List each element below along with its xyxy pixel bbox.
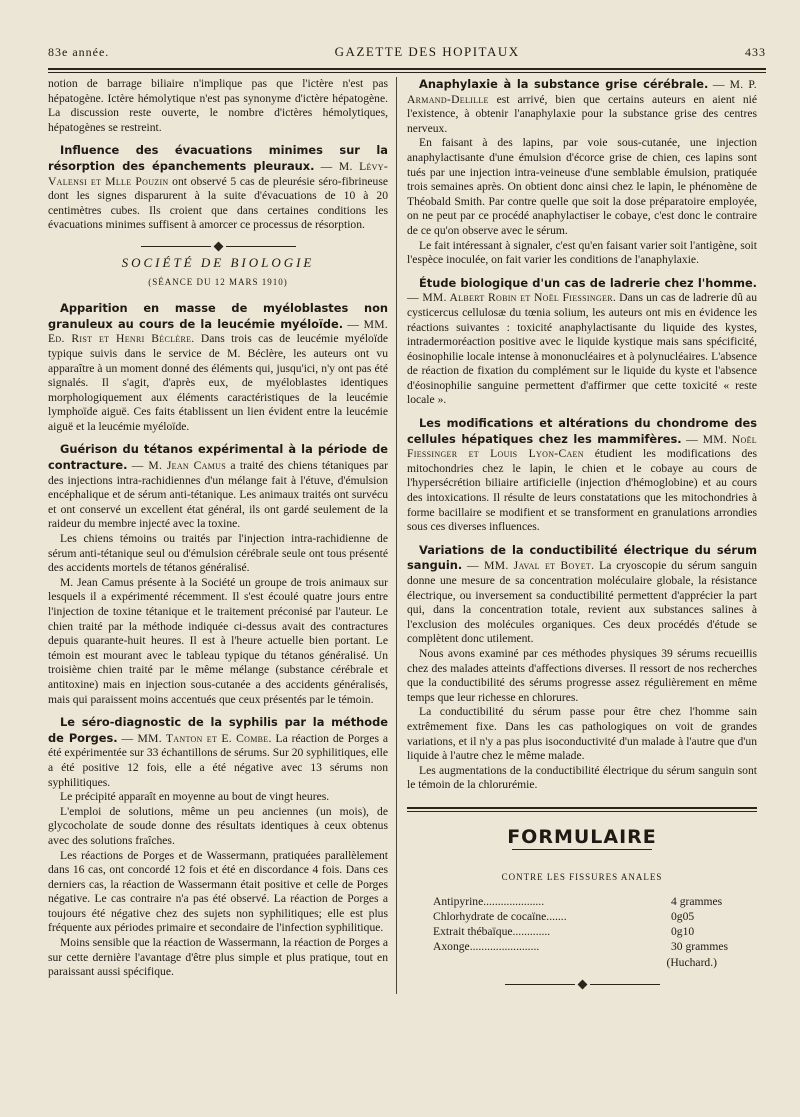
article-text: La réaction de Porges a été expérimentée sur 33 échantillons de sérums. Sur 20 syphilitiques, elle a été positive 12 fois, elle a été négative avec 13 sérums non syphilitiques. bbox=[48, 731, 389, 789]
prescription-item bbox=[433, 924, 747, 939]
article-author: — MM. Tanton et E. Combe. bbox=[121, 731, 272, 745]
columns bbox=[48, 77, 766, 994]
article-text: ont observé 5 cas de pleurésie séro-fibrineuse dont les signes disparurent à la suite d'évacuations de 10 à 20 centimètres cubes. Ils croient que dans certaines conditions les évacuations minimes suffisent à amorcer ce processus de résorption. bbox=[48, 174, 388, 232]
prescription-item bbox=[433, 909, 747, 924]
paragraph: Moins sensible que la réaction de Wassermann, la réaction de Porges a sur cette dernière l'avantage d'être plus simple et plus pratique, tout en paraissant aussi spécifique. bbox=[48, 936, 388, 979]
paragraph: Les chiens témoins ou traités par l'injection intra-rachidienne de sérum anti-tétanique seul ou d'émulsion cérébrale seule ont tous présenté des accidents mortels de tétanos généralisé. bbox=[48, 532, 388, 575]
ingredient-qty: 0g05 bbox=[671, 910, 695, 924]
ingredient-qty: 30 grammes bbox=[671, 940, 728, 954]
article-author: — M. Jean Camus bbox=[131, 459, 226, 473]
article-author: — MM. Albert Robin et Noël Fiessinger. bbox=[407, 291, 617, 305]
article-title: Étude biologique d'un cas de ladrerie chez l'homme. bbox=[419, 275, 757, 290]
ornament-divider bbox=[407, 981, 757, 988]
ingredient-qty: 4 grammes bbox=[671, 895, 723, 909]
formulaire-subtitle: CONTRE LES FISSURES ANALES bbox=[501, 871, 663, 882]
article-text: Dans trois cas de leucémie myéloïde typique suivis dans le service de M. Béclère, les auteurs ont vu apparaître à un moment donné des éléments qui, jusqu'ici, n'y ont pas été signalés. Il s'agit, d'après eux, de myéloblastes identiques morphologiquement aux éléments caractéristiques de la leucémie lymphoïde aiguë. Ces faits établissent un lien évident entre la leucémie aiguë et la leucémie myéloïde. bbox=[48, 332, 389, 433]
page-number: 433 bbox=[744, 45, 766, 59]
paragraph: notion de barrage biliaire n'implique pas que l'ictère n'est pas hépatogène. Ictère hémolytique n'est pas synonyme d'ictère hépatogène. La discussion reste ouverte, le nombre d'ictères hémolytiques, hépatogènes se restreint. bbox=[48, 77, 388, 134]
article-title: Anaphylaxie à la substance grise cérébrale. bbox=[419, 77, 709, 91]
article-title: Les modifications et altérations du chondrome des cellules hépatiques chez les mammifères. bbox=[407, 416, 757, 446]
article-text: Dans un cas de ladrerie dû au cysticercus cellulosæ du tœnia solium, les auteurs ont mis en évidence les réactions suivantes : toxicité anaphylactisante du liquide des kystes, intradermoréaction positive avec le liquide kystique mais sans spécificité, éosinophilie locale intense à mononucléaires et à polynucléaires. L'absence de réaction de fixation du complément sur le liquide du kyste et l'absence d'éosinophilie sanguine permettent d'affirmer que cette toxicité « reste locale ». bbox=[407, 291, 757, 407]
paragraph: Nous avons examiné par ces méthodes physiques 39 sérums recueillis chez des malades atteints d'affections diverses. Il ressort de nos recherches que la conductibilité des sérums progresse assez régulièrement en même temps que leur richesse en chlorures. bbox=[407, 646, 757, 704]
journal-title: GAZETTE DES HOPITAUX bbox=[334, 44, 520, 59]
header-volume: 83e année. bbox=[48, 45, 110, 59]
paragraph: Les réactions de Porges et de Wassermann, pratiquées parallèlement dans 16 cas, ont concordé 12 fois et été en discordance 4 fois. Dans ces derniers cas, la réaction de Wassermann était positive et celle de Porges négative. Le cas contraire n'a pas été observé. La réaction de Porges a toujours été négative chez des sujets non syphilitiques; elle est plus fréquente aux périodes primaire et secondaire de l'infection syphilitique. bbox=[48, 848, 388, 935]
section-title: SOCIÉTÉ DE BIOLOGIE bbox=[121, 254, 315, 270]
ornament-divider bbox=[48, 243, 388, 250]
paragraph: Le fait intéressant à signaler, c'est qu'en faisant varier soit l'antigène, soit l'espèce inoculée, on fait varier les conditions de l'anaphylaxie. bbox=[407, 238, 757, 267]
article-text: La cryoscopie du sérum sanguin donne une mesure de sa concentration moléculaire globale, la résistance électrique, ou inversement sa conductibilité permettent d'apprécier la part qui, dans la concentration totale, revient aux substances salines à l'exclusion des molécules organiques. Ces deux procédés d'étude se complètent donc utilement. bbox=[407, 559, 757, 646]
formulaire-title: FORMULAIRE bbox=[507, 825, 657, 848]
article-author: — MM. Ed. Rist et Henri Béclère. bbox=[48, 317, 389, 346]
right-column bbox=[396, 77, 757, 994]
page-header bbox=[48, 44, 766, 62]
header-rule bbox=[48, 68, 766, 73]
article-myeloblastes bbox=[48, 301, 388, 434]
prescription-list bbox=[407, 894, 757, 954]
article-conductibilite bbox=[407, 543, 757, 793]
prescription-source: (Huchard.) bbox=[666, 956, 717, 970]
paragraph: M. Jean Camus présente à la Société un groupe de trois animaux sur lesquels il a expérimenté récemment. Il s'est écoulé quatre jours entre l'injection de toxine tétanique et le traitement préconisé par l'auteur. Le chien traité par la méthode indiquée ci-dessus avait des contractures depuis quarante-huit heures. Il est à l'heure actuelle bien portant. Le témoin est mourant avec le tableau typique du tétanos généralisé. Un troisième chien traité par le même mélange (substance cérébrale et antitoxine) mais en injection sous-cutanée a des accidents généralisés, mais qui paraissent moins accentués que ceux présentés par le témoin. bbox=[48, 575, 388, 706]
article-syphilis-porges bbox=[48, 715, 388, 980]
paragraph: Le précipité apparaît en moyenne au bout de vingt heures. bbox=[60, 790, 330, 804]
article-author: — MM. Javal et Boyet. bbox=[467, 559, 595, 573]
article-title: Guérison du tétanos expérimental à la période de contracture. bbox=[48, 442, 388, 473]
left-column bbox=[48, 77, 396, 994]
article-author: — M. P. Armand-Delille bbox=[407, 78, 757, 106]
paragraph: La conductibilité du sérum passe pour être chez l'homme sain extrêmement fixe. Dans les cas pathologiques on voit de grandes variations, et il n'y a pas plus isoconductivité d'un malade à l'autre que d'un liquide à l'autre chez le même malade. bbox=[407, 705, 757, 763]
ingredient-name: Antipyrine..................... bbox=[433, 895, 545, 909]
article-text: a traité des chiens tétaniques par des injections intra-rachidiennes d'un mélange fait à l'étuve, d'émulsion encéphalique et de sérum anti-tétanique. Les animaux traités ont survécu et ont conservé un excellent état général, ils ont gardé seulement de la raideur du membre injecté avec la toxine. bbox=[48, 459, 388, 531]
article-chondrome bbox=[407, 416, 757, 535]
article-influence-evacuations bbox=[48, 143, 388, 233]
formulaire-title-rule bbox=[512, 849, 652, 850]
paragraph: Les augmentations de la conductibilité électrique du sérum sanguin sont le témoin de la chlorurémie. bbox=[407, 763, 757, 792]
article-title: Variations de la conductibilité électrique du sérum sanguin. bbox=[407, 542, 757, 573]
article-title: Influence des évacuations minimes sur la résorption des épanchements pleuraux. bbox=[48, 143, 388, 173]
article-author: — M. Lévy-Valensi et Mlle Pouzin bbox=[48, 159, 389, 188]
ingredient-name: Chlorhydrate de cocaïne....... bbox=[433, 910, 567, 924]
paragraph: L'emploi de solutions, même un peu anciennes (un mois), de glycocholate de soude donne des résultats identiques à ceux obtenus avec des solutions fraîches. bbox=[48, 804, 388, 847]
ingredient-name: Axonge........................ bbox=[433, 940, 540, 954]
ingredient-qty: 0g10 bbox=[671, 925, 695, 939]
prescription-item bbox=[433, 939, 747, 954]
article-title: Le séro-diagnostic de la syphilis par la méthode de Porges. bbox=[48, 715, 388, 745]
article-text: étudient les modifications des mitochondries chez le lapin, le chien et le cobaye au cours de l'hypersécrétion biliaire artificielle (injection d'hémoglobine) et au cours des intoxications. Il résulte de leurs constatations que les mitochondries à forme bacillaire se modifient et se transforment en granulations arrondies sous ces diverses influences. bbox=[407, 447, 757, 534]
article-text: est arrivé, bien que certains auteurs en aient nié l'existence, à obtenir l'anaphylaxie pour la substance grise des centres nerveux. bbox=[407, 92, 757, 135]
article-continuation bbox=[48, 77, 388, 135]
article-anaphylaxie bbox=[407, 77, 757, 268]
article-tetanos bbox=[48, 442, 388, 707]
paragraph: En faisant à des lapins, par voie sous-cutanée, une injection anaphylactisante d'une émulsion d'écorce grise de chien, ces lapins sont tués par une injection intra-veineuse d'une semblable émulsion, pratiquée trois semaines après. On obtient donc ainsi chez le lapin, le phénomène de Théobald Smith. Par contre quelle que soit la dose préparatoire employée, on ne peut par ce procédé anaphylactiser le cobaye, c'est donc le contraire de ce qu'on observe avec le sérum. bbox=[407, 136, 757, 237]
seance-date: (SÉANCE DU 12 MARS 1910) bbox=[148, 276, 288, 287]
prescription-item bbox=[433, 894, 747, 909]
article-title: Apparition en masse de myéloblastes non granuleux au cours de la leucémie myéloïde. bbox=[48, 301, 388, 331]
article-author: — MM. Noël Fiessinger et Louis Lyon-Caen bbox=[407, 432, 757, 461]
article-ladrerie bbox=[407, 276, 757, 408]
ingredient-name: Extrait thébaïque............. bbox=[433, 925, 551, 939]
formulaire-rule bbox=[407, 807, 757, 812]
